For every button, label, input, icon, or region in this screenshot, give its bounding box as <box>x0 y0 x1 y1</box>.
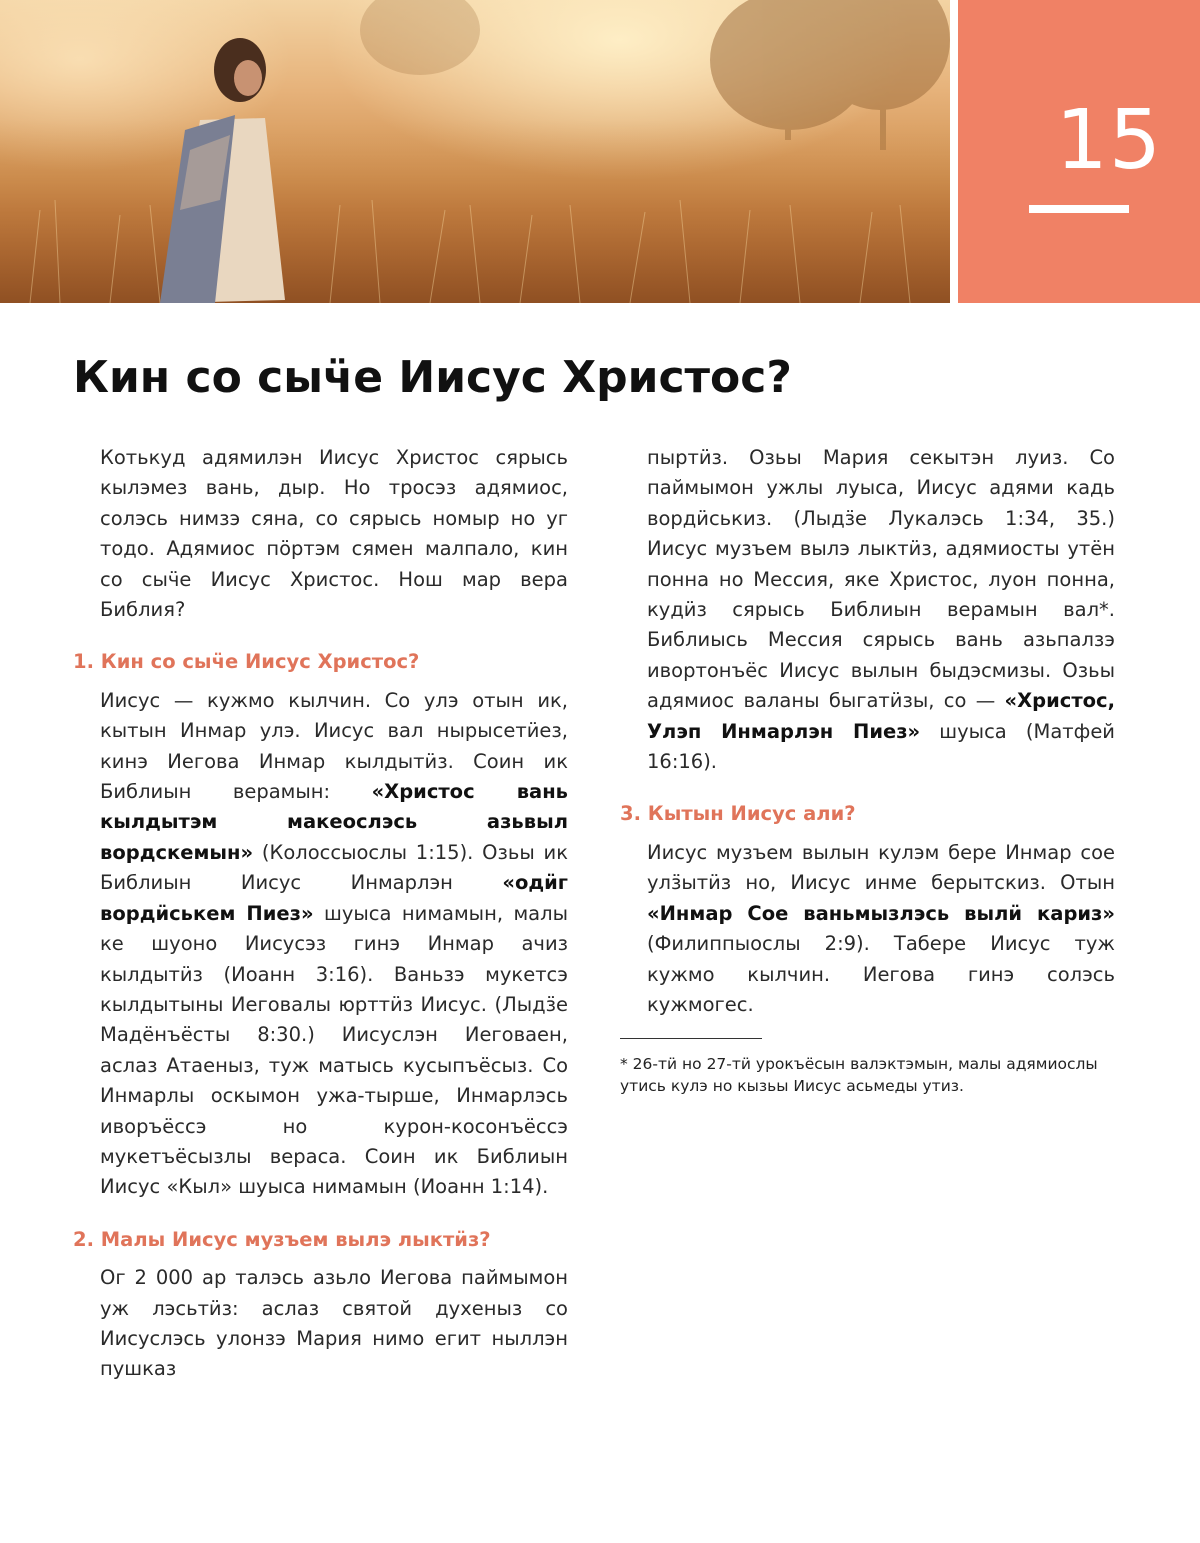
footnote: * 26-тӥ но 27-тӥ урокъёсын валэктэмын, малы адямиослы утись кулэ но кызьы Иисус асьмеды утиз. <box>620 1055 1098 1096</box>
question-2: 2. Малы Иисус музъем вылэ лыктӥз? <box>73 1227 491 1251</box>
answer-2-continued <box>647 443 1115 777</box>
page-title: Кин со сыӵе Иисус Христос? <box>73 352 792 403</box>
answer-3: Иисус музъем вылын кулэм бере Инмар сое улӟытӥз но, Иисус инме берытскиз. Отын «Инмар Сое ваньмызлэсь вылӥ кариз» (Филиппыослы 2:9). Табере Иисус туж кужмо кылчин. Иегова гинэ солэсь кужмогес. <box>647 840 1115 1016</box>
answer-2-text-c: шуыса (Матфей 16:16). <box>647 719 1115 774</box>
question-3: 3. Кытын Иисус али? <box>620 802 856 826</box>
answer-1: Иисус — кужмо кылчин. Со улэ отын ик, кытын Инмар улэ. Иисус вал нырысетӥез, кинэ Иегова Инмар кылдытӥз. Соин ик Библиын верамын: «Христос вань кылдытэм макеослэсь азьвыл вордскемын» (Колоссыослы 1:15). Озьы ик Библиын Иисус Инмарлэн «одӥг вордӥськем Пиез» шуыса нимамын, малы ке шуоно Иисусэз гинэ Инмар ачиз кылдытӥз (Иоанн 3:16). Ваньзэ мукетсэ кылдытыны Иеговалы юрттӥз Иисус. (Лыдӟе Мадёнъёсты 8:30.) Иисуслэн Иеговаен, аслаз Атаеныз, туж матысь кусыпъёсыз. Со Инмарлы оскымон ужа-тырше, Инмарлэсь иворъёссэ но курон-косонъёссэ мукетъёсызлы вераса. Соин ик Библиын Иисус «Кыл» шуыса нимамын (Иоанн 1:14). <box>100 688 568 1199</box>
chapter-underline <box>1029 205 1129 213</box>
chapter-number: 15 <box>1055 93 1162 188</box>
answer-2-text-b: пыртӥз. Озьы Мария секытэн луиз. Со паймымон ужлы луыса, Иисус адями кадь вордӥськиз. (Лыдӟе Лукалэсь 1:34, 35.) Иисус музъем вылэ лыктӥз, адямиосты утён понна но Мессия, яке Христос, луон понна, кудӥз сярысь Библиын верамын вал*. Библиысь Мессия сярысь вань азьпалзэ ивортонъёс Иисус вылын быдэсмизы. Озьы адямиос валаны быгатӥзы, со — <box>647 446 1115 713</box>
answer-2-text-a: Ог 2 000 ар талэсь азьло Иегова паймымон уж лэсьтӥз: аслаз святой духеныз со Иисуслэсь улонзэ Мария нимо егит ныллэн пушказ <box>100 1266 568 1381</box>
field-scene <box>0 0 950 303</box>
answer-2-start <box>100 1263 568 1385</box>
right-column <box>620 443 1115 1097</box>
hero-photo <box>0 0 950 303</box>
question-1: 1. Кин со сыӵе Иисус Христос? <box>73 650 420 674</box>
intro-paragraph: Котькуд адямилэн Иисус Христос сярысь кылэмез вань, дыр. Но тросэз адямиос, солэсь нимзэ сяна, со сярысь номыр но уг тодо. Адямиос пӧртэм сямен малпало, кин со сыӵе Иисус Христос. Нош мар вера Библия? <box>100 446 568 622</box>
left-column <box>73 443 568 1407</box>
answer-2-bold: «Христос, Улэп Инмарлэн Пиез» <box>647 689 1115 743</box>
footnote-rule <box>620 1038 762 1039</box>
